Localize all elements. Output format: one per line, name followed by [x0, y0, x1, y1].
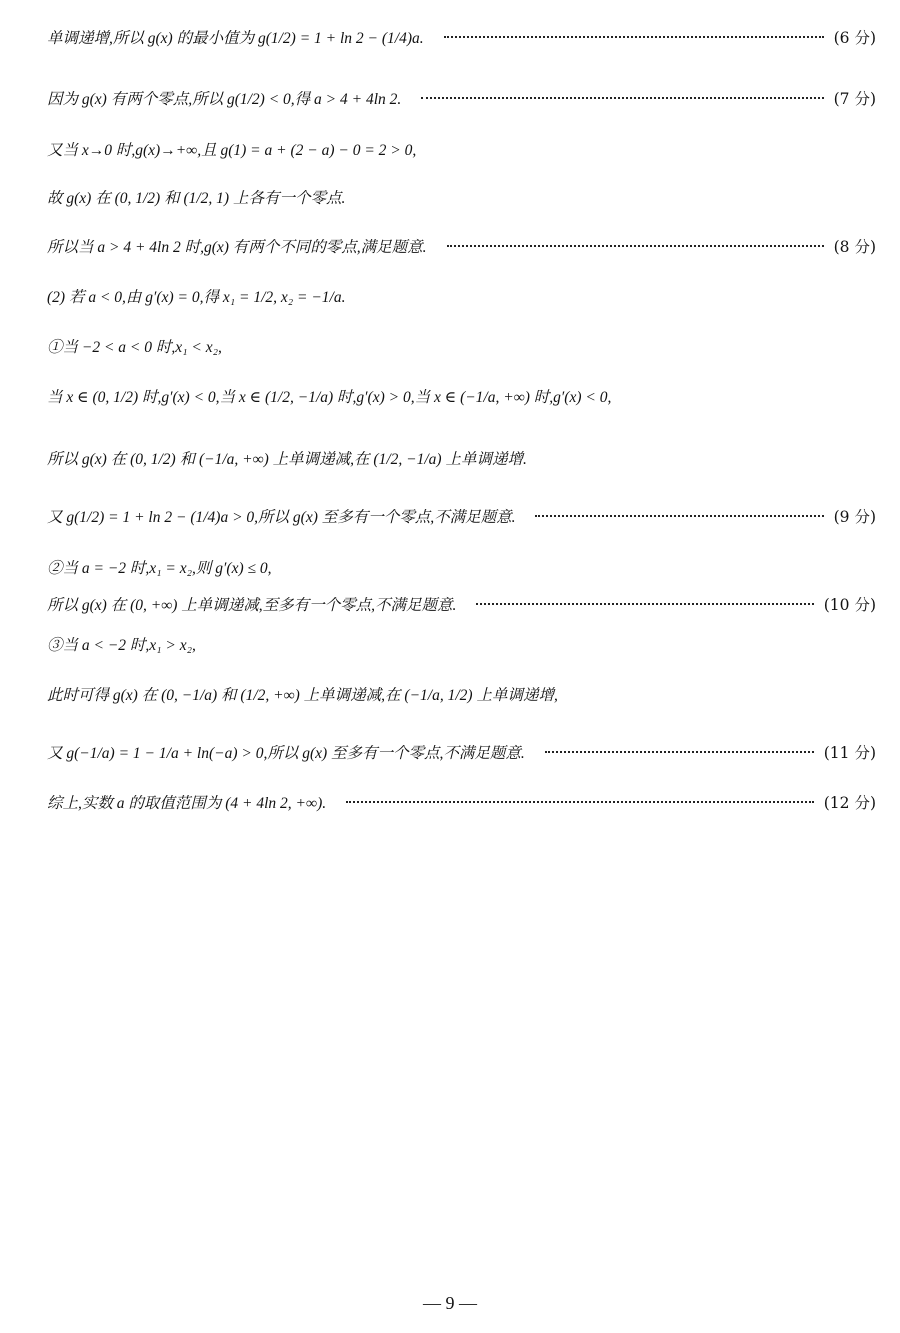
solution-line	[47, 290, 876, 306]
score-mark: (8 分)	[833, 238, 876, 256]
leader-dots	[476, 603, 813, 605]
leader-dots	[421, 97, 823, 99]
line-text: 所以当 a > 4 + 4ln 2 时,g(x) 有两个不同的零点,满足题意.	[47, 239, 427, 256]
line-text: 综上,实数 a 的取值范围为 (4 + 4ln 2, +∞).	[47, 795, 327, 812]
score-mark: (12 分)	[823, 794, 876, 812]
line-text: 故 g(x) 在 (0, 1/2) 和 (1/2, 1) 上各有一个零点.	[47, 190, 346, 207]
solution-line	[47, 191, 876, 207]
line-text: ②当 a = −2 时,x₁ = x₂,则 g′(x) ≤ 0,	[47, 560, 272, 577]
solution-line	[47, 390, 876, 406]
solution-line	[47, 688, 876, 704]
page-number: — 9 —	[423, 1293, 477, 1313]
leader-dots	[444, 36, 824, 38]
score-mark: (10 分)	[823, 596, 876, 614]
score-mark: (6 分)	[833, 29, 876, 47]
leader-dots	[545, 751, 814, 753]
line-text: 又 g(−1/a) = 1 − 1/a + ln(−a) > 0,所以 g(x) 至多有一个零点,不满足题意.	[47, 745, 525, 762]
line-text: 单调递增,所以 g(x) 的最小值为 g(1/2) = 1 + ln 2 − (1/4)a.	[47, 30, 424, 47]
solution-line	[47, 340, 876, 356]
line-text: ③当 a < −2 时,x₁ > x₂,	[47, 637, 196, 654]
score-mark: (9 分)	[833, 508, 876, 526]
score-mark: (11 分)	[823, 744, 876, 762]
leader-dots	[535, 515, 823, 517]
solution-line	[47, 143, 876, 159]
line-text: 又当 x→0 时,g(x)→+∞,且 g(1) = a + (2 − a) − 0 = 2 > 0,	[47, 142, 417, 159]
solution-line	[47, 638, 876, 654]
line-text: 所以 g(x) 在 (0, 1/2) 和 (−1/a, +∞) 上单调递减,在 (1/2, −1/a) 上单调递增.	[47, 451, 527, 468]
solution-line	[47, 746, 876, 762]
solution-line	[47, 240, 876, 256]
line-text: 因为 g(x) 有两个零点,所以 g(1/2) < 0,得 a > 4 + 4ln 2.	[47, 91, 402, 108]
leader-dots	[346, 801, 814, 803]
solution-line	[47, 31, 876, 47]
solution-line	[47, 598, 876, 614]
solution-line	[47, 452, 876, 468]
line-text: 又 g(1/2) = 1 + ln 2 − (1/4)a > 0,所以 g(x) 至多有一个零点,不满足题意.	[47, 509, 516, 526]
solution-line	[47, 92, 876, 108]
solution-line	[47, 796, 876, 812]
line-text: 所以 g(x) 在 (0, +∞) 上单调递减,至多有一个零点,不满足题意.	[47, 597, 457, 614]
line-text: (2) 若 a < 0,由 g′(x) = 0,得 x₁ = 1/2, x₂ = −1/a.	[47, 289, 346, 306]
score-mark: (7 分)	[833, 90, 876, 108]
solution-line	[47, 561, 876, 577]
line-text: 当 x ∈ (0, 1/2) 时,g′(x) < 0,当 x ∈ (1/2, −1/a) 时,g′(x) > 0,当 x ∈ (−1/a, +∞) 时,g′(x) < 0,	[47, 389, 612, 406]
solution-line	[47, 510, 876, 526]
line-text: 此时可得 g(x) 在 (0, −1/a) 和 (1/2, +∞) 上单调递减,在 (−1/a, 1/2) 上单调递增,	[47, 687, 558, 704]
leader-dots	[447, 245, 824, 247]
line-text: ①当 −2 < a < 0 时,x₁ < x₂,	[47, 339, 222, 356]
